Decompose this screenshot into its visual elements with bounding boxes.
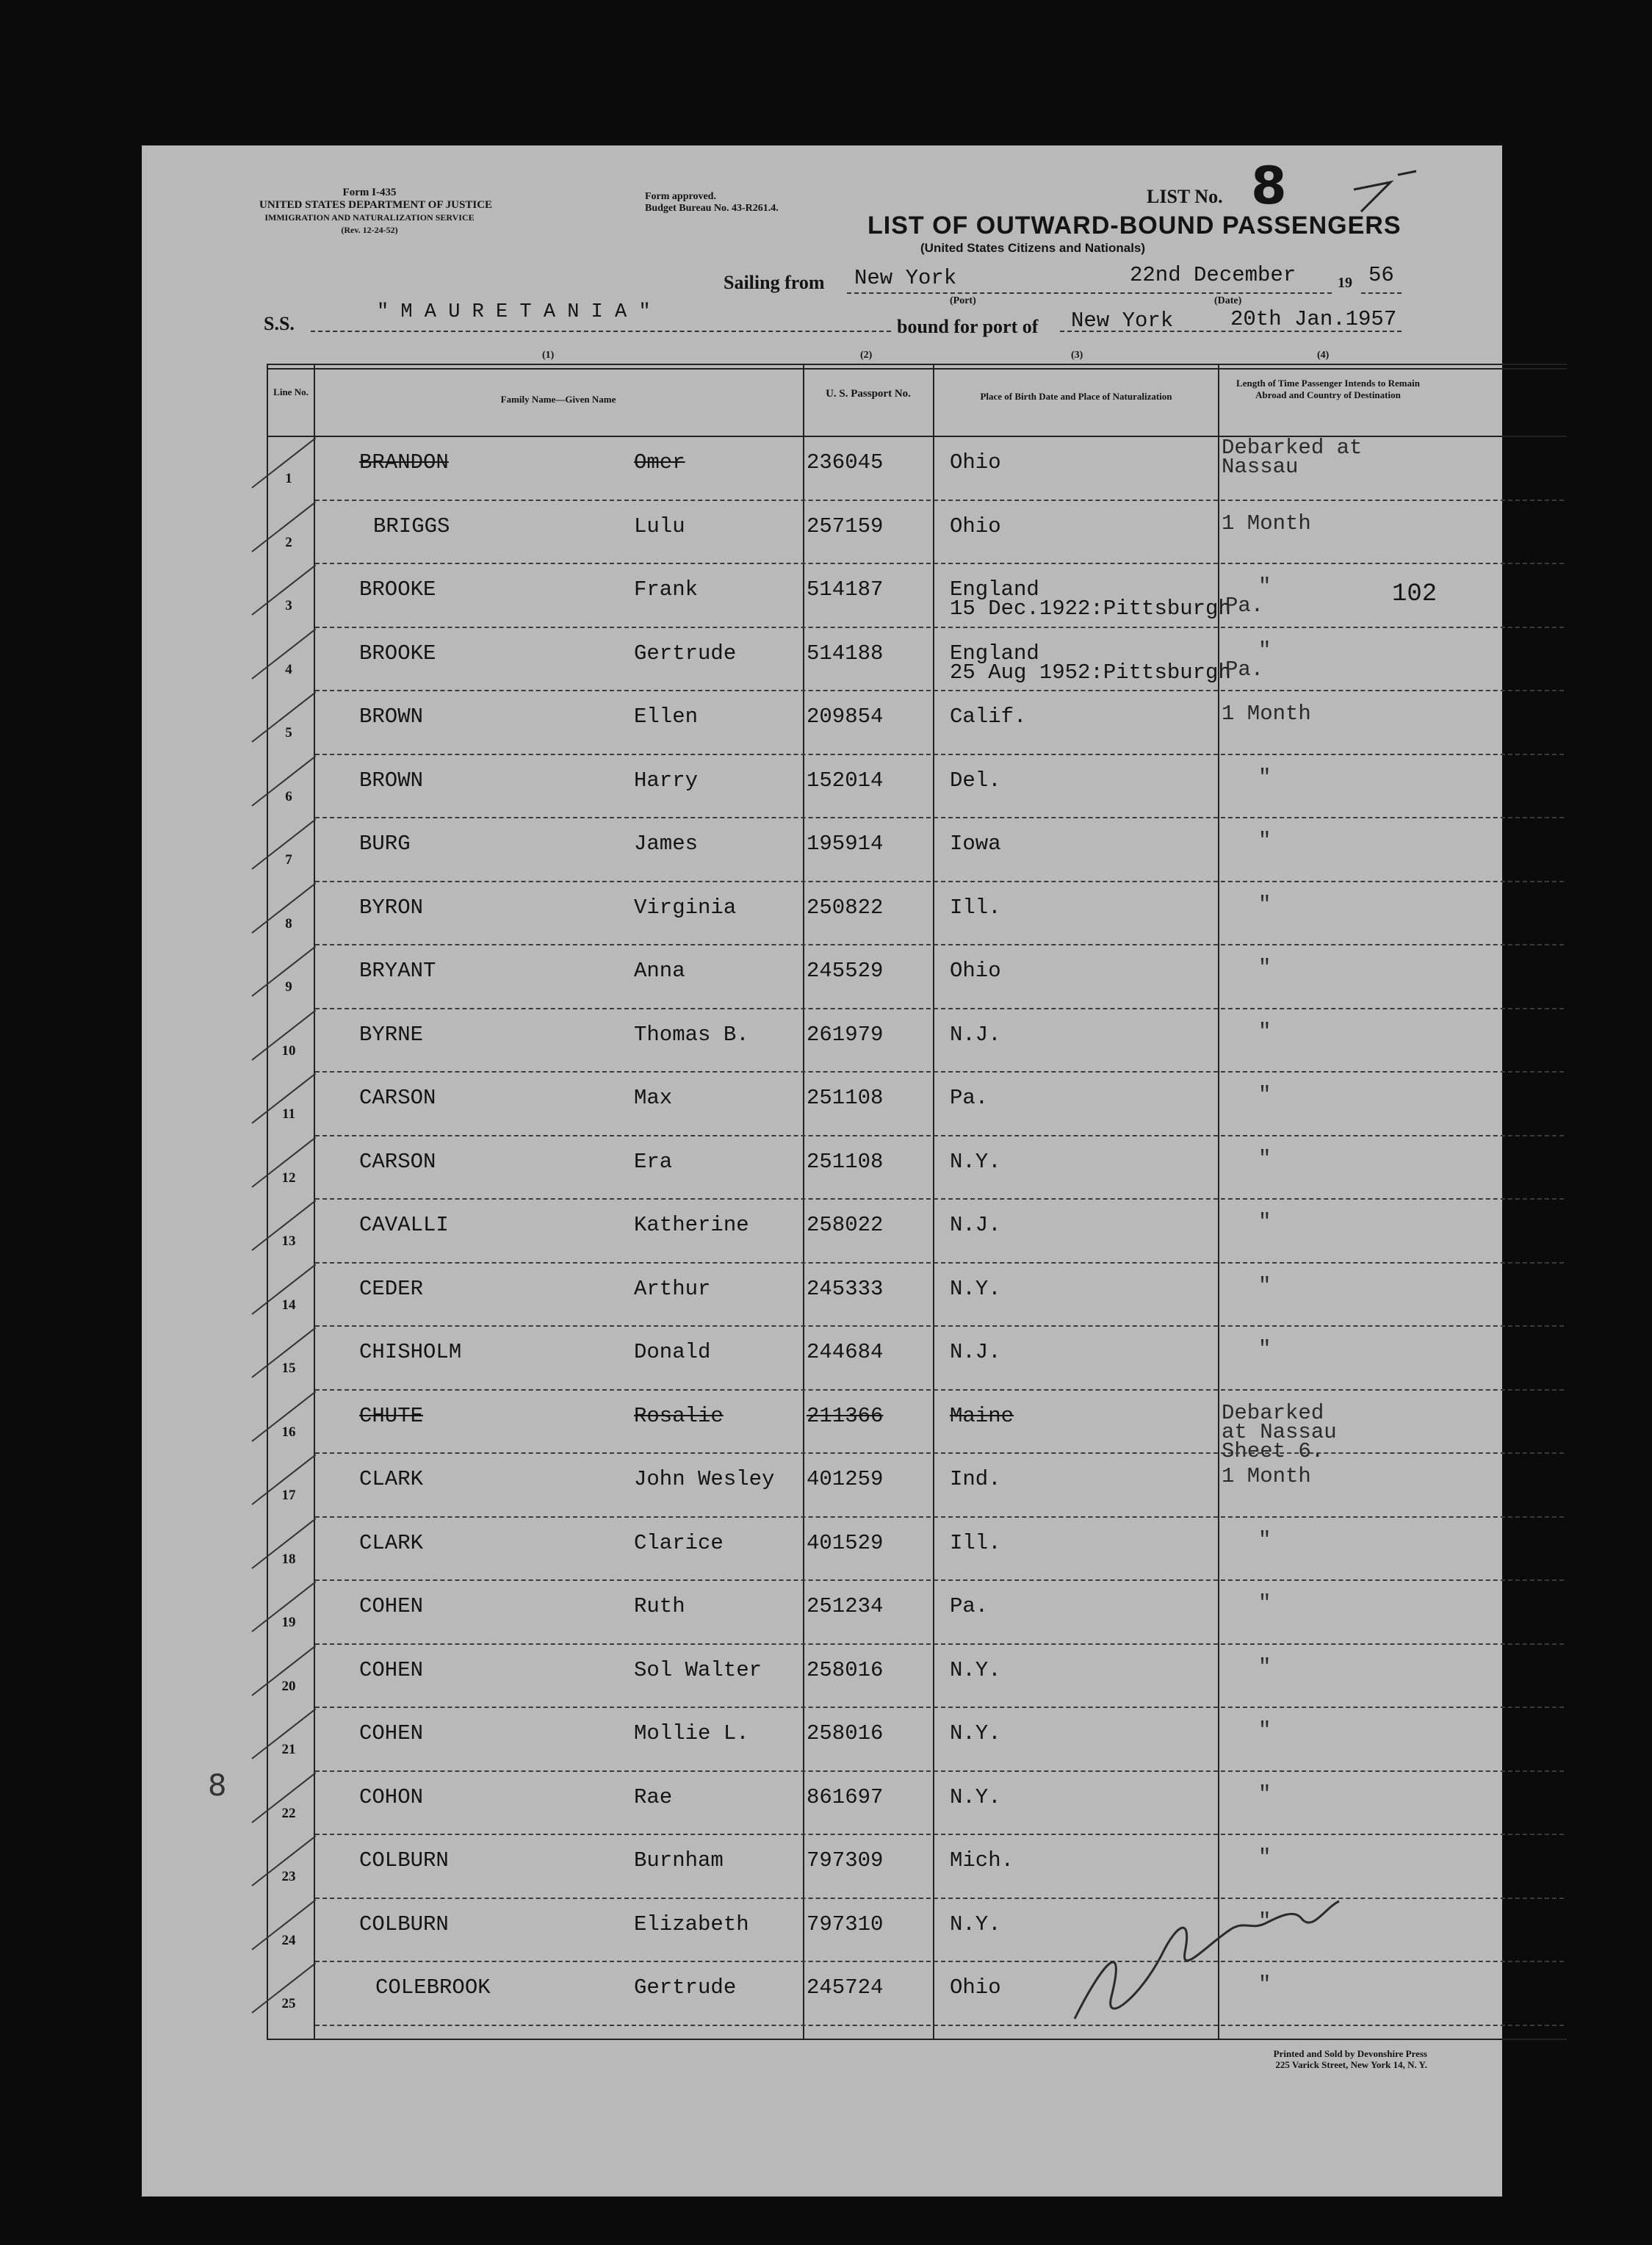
approval-block [645,191,779,215]
family-name: COHEN [359,1594,424,1618]
row-rule [315,1262,1564,1264]
ship-label: S.S. [264,313,295,334]
line-number: 17 [281,1488,296,1503]
given-name: Omer [634,450,685,475]
family-name: BROWN [359,705,424,729]
family-name: CHUTE [359,1403,424,1428]
given-name: Era [634,1149,673,1174]
row-rule [315,1579,1564,1581]
family-name: COHEN [359,1721,424,1745]
birth-place: Ill. [950,895,1001,920]
passport-number: 244684 [807,1340,884,1364]
given-name: Mollie L. [634,1721,749,1745]
year-prefix: 19 [1338,275,1352,291]
line-number: 5 [285,725,292,740]
family-name: CAVALLI [359,1213,449,1237]
passport-number: 245529 [807,959,884,983]
length-of-stay: " [1258,638,1272,663]
birth-place: Ohio [950,959,1001,983]
family-name: CHISHOLM [359,1340,462,1364]
length-of-stay-2: Pa. [1225,594,1264,618]
line-number: 11 [282,1106,295,1122]
given-name: Thomas B. [634,1022,749,1047]
length-of-stay: " [1258,1909,1272,1934]
length-of-stay: " [1258,1146,1272,1171]
passport-number: 514188 [807,641,884,666]
family-name: BRANDON [359,450,449,475]
line-number: 14 [281,1297,296,1313]
given-name: Elizabeth [634,1911,749,1936]
given-name: Burnham [634,1848,724,1873]
birth-place: N.Y. [950,1784,1001,1809]
length-of-stay: " [1258,829,1272,853]
given-name: Katherine [634,1213,749,1237]
sailing-underline [847,292,1332,294]
given-name: John Wesley [634,1467,775,1491]
length-of-stay: " [1258,1781,1272,1806]
sailing-date: 22nd December [1130,263,1296,287]
line-number: 13 [281,1233,296,1249]
name-col-rule [803,364,804,2040]
family-name: BROOKE [359,641,436,666]
given-name: Rosalie [634,1403,724,1428]
birth-place: N.J. [950,1340,1001,1364]
col-num-4: (4) [1317,350,1330,361]
port-caption: (Port) [950,295,976,306]
family-name: COLBURN [359,1848,449,1873]
row-rule [315,1516,1564,1518]
birth-place: Iowa [950,832,1001,856]
birth-place: Del. [950,768,1001,793]
passport-number: 236045 [807,450,884,475]
row-rule [315,2025,1564,2026]
line-number: 4 [285,661,292,677]
given-name: Ellen [634,705,699,729]
line-number: 20 [281,1678,296,1694]
sailing-port: New York [854,266,957,290]
passport-number: 245724 [807,1975,884,2000]
length-of-stay: " [1258,574,1272,599]
length-of-stay: " [1258,1591,1272,1615]
row-rule [315,627,1564,628]
passport-number: 258016 [807,1657,884,1682]
line-number: 12 [281,1170,296,1186]
length-of-stay: " [1258,1845,1272,1870]
row-rule [315,1452,1564,1454]
given-name: Clarice [634,1530,724,1555]
line-number: 10 [281,1042,296,1059]
length-of-stay: " [1258,1718,1272,1743]
birth-place: N.Y. [950,1276,1001,1301]
given-name: Frank [634,577,699,602]
passport-number: 251108 [807,1149,884,1174]
passport-number: 261979 [807,1022,884,1047]
birth-place: Ohio [950,1975,1001,2000]
passport-number: 258022 [807,1213,884,1237]
length-of-stay-2: Pa. [1225,657,1264,682]
passport-number: 209854 [807,705,884,729]
birth-place: N.Y. [950,1149,1001,1174]
birth-place: N.Y. [950,1911,1001,1936]
ship-name: " M A U R E T A N I A " [377,301,651,323]
year-suffix: 56 [1368,263,1394,287]
table-left-rule [267,364,268,2040]
given-name: Rae [634,1784,673,1809]
birth-place: Pa. [950,1086,989,1110]
length-of-stay: Debarked [1222,1400,1324,1425]
service: IMMIGRATION AND NATURALIZATION SERVICE [264,212,475,223]
family-name: BRYANT [359,959,436,983]
col-num-2: (2) [860,350,873,361]
passport-number: 401259 [807,1467,884,1491]
family-name: BURG [359,832,411,856]
row-rule [315,1770,1564,1772]
line-number: 7 [285,852,292,868]
length-of-stay: Debarked at [1222,436,1363,460]
col-num-3: (3) [1071,350,1083,361]
form-subtitle: (United States Citizens and Nationals) [920,241,1146,255]
line-number: 9 [285,979,292,995]
header-length: Length of Time Passenger Intends to Remain Abroad and Country of Destination [1236,378,1420,400]
row-rule [315,1389,1564,1391]
form-header-block [259,187,493,237]
passport-number: 251108 [807,1086,884,1110]
family-name: BROOKE [359,577,436,602]
line-number: 8 [285,915,292,931]
given-name: Max [634,1086,673,1110]
family-name: COHEN [359,1657,424,1682]
family-name: BYRNE [359,1022,424,1047]
table-header-rule [267,436,1567,437]
row-rule [315,690,1564,691]
row-rule [315,1707,1564,1708]
manifest-sheet [142,145,1502,2197]
table-top-rule-2 [267,368,1567,370]
birth-place: N.J. [950,1213,1001,1237]
row-rule [315,1643,1564,1645]
row-rule [315,500,1564,501]
header-line-no: Line No. [273,386,309,397]
bound-label: bound for port of [897,316,1039,337]
line-number: 15 [281,1361,296,1376]
birth-place: England [950,577,1039,602]
passport-number: 797309 [807,1848,884,1873]
passport-number: 797310 [807,1911,884,1936]
bound-underline [1060,331,1402,332]
birth-place: N.J. [950,1022,1001,1047]
length-of-stay: " [1258,1337,1272,1361]
family-name: COLEBROOK [375,1975,491,2000]
line-number: 3 [285,598,292,613]
passport-number: 211366 [807,1403,884,1428]
row-rule [315,1071,1564,1073]
passport-number: 250822 [807,895,884,920]
line-number: 22 [281,1805,296,1821]
naturalization: 25 Aug 1952:Pittsburgh [950,660,1231,685]
line-number: 23 [281,1869,296,1884]
given-name: Gertrude [634,641,737,666]
row-rule [315,1198,1564,1200]
form-approved: Form approved. [645,191,716,202]
birth-place: Maine [950,1403,1014,1428]
length-of-stay: " [1258,1527,1272,1552]
birth-place: England [950,641,1039,666]
birth-place: Ohio [950,513,1001,538]
length-of-stay: " [1258,892,1272,917]
printer-line-1: Printed and Sold by Devonshire Press [1273,2048,1427,2059]
line-number: 19 [281,1615,296,1630]
family-name: COLBURN [359,1911,449,1936]
passport-number: 514187 [807,577,884,602]
table-bottom-rule [267,2039,1567,2040]
length-of-stay: " [1258,1273,1272,1298]
birth-place: N.Y. [950,1657,1001,1682]
family-name: CARSON [359,1086,436,1110]
passport-number: 401529 [807,1530,884,1555]
header-name: Family Name—Given Name [500,394,616,405]
passport-number: 195914 [807,832,884,856]
birth-place: N.Y. [950,1721,1001,1745]
line-number: 16 [281,1424,296,1440]
line-number: 25 [281,1996,296,2011]
length-of-stay: 1 Month [1222,511,1311,536]
length-of-stay: " [1258,956,1272,980]
row-rule [315,1135,1564,1136]
birth-place: Mich. [950,1848,1014,1873]
department: UNITED STATES DEPARTMENT OF JUSTICE [259,199,493,211]
length-of-stay: 1 Month [1222,702,1311,726]
return-date: 20th Jan.1957 [1230,307,1397,331]
given-name: James [634,832,699,856]
birth-place: Pa. [950,1594,989,1618]
length-of-stay: " [1258,1083,1272,1107]
bound-port: New York [1071,309,1174,333]
revision: (Rev. 12-24-52) [341,225,398,235]
printer-credit [1170,2048,1427,2070]
col-num-1: (1) [542,350,555,361]
family-name: BROWN [359,768,424,793]
year-underline [1361,292,1402,294]
length-of-stay-3: Sheet 6. [1222,1438,1324,1463]
signature [1060,1850,1368,2037]
length-of-stay-2: Nassau [1222,455,1299,479]
row-rule [315,1961,1564,1962]
list-label: LIST No. [1147,186,1223,207]
family-name: BRIGGS [373,513,450,538]
line-number: 6 [285,788,292,804]
family-name: CEDER [359,1276,424,1301]
family-name: CLARK [359,1530,424,1555]
birth-place: Ohio [950,450,1001,475]
length-of-stay-2: at Nassau [1222,1419,1337,1444]
line-number: 18 [281,1551,296,1567]
given-name: Harry [634,768,699,793]
length-of-stay: " [1258,1654,1272,1679]
line-number: 24 [281,1932,296,1948]
row-rule [315,754,1564,755]
row-rule [315,1325,1564,1327]
length-of-stay: " [1258,1972,1272,1997]
given-name: Gertrude [634,1975,737,2000]
table-top-rule [267,364,1567,365]
length-of-stay: 1 Month [1222,1464,1311,1488]
length-of-stay: " [1258,1210,1272,1234]
birth-place: Ind. [950,1467,1001,1491]
ship-underline [311,331,891,332]
row-rule [315,563,1564,564]
given-name: Lulu [634,513,685,538]
length-of-stay: " [1258,1019,1272,1044]
passport-number: 257159 [807,513,884,538]
birth-place: Calif. [950,705,1027,729]
family-name: CLARK [359,1467,424,1491]
row-rule [315,944,1564,945]
form-number: Form I-435 [342,187,397,198]
header-passport: U. S. Passport No. [826,388,911,400]
passport-number: 251234 [807,1594,884,1618]
passport-number: 245333 [807,1276,884,1301]
line-number: 21 [281,1742,296,1757]
given-name: Ruth [634,1594,685,1618]
header-birth: Place of Birth Date and Place of Naturalization [980,391,1172,402]
birth-place: Ill. [950,1530,1001,1555]
list-number: 8 [1251,156,1287,216]
line-number: 1 [285,471,292,486]
passport-number: 152014 [807,768,884,793]
printer-line-2: 225 Varick Street, New York 14, N. Y. [1275,2059,1427,2070]
passport-number: 258016 [807,1721,884,1745]
given-name: Sol Walter [634,1657,762,1682]
budget-bureau: Budget Bureau No. 43-R261.4. [645,203,779,214]
sailing-label: Sailing from [724,272,825,293]
passport-number: 861697 [807,1784,884,1809]
date-caption: (Date) [1214,295,1242,306]
given-name: Donald [634,1340,711,1364]
family-name: COHON [359,1784,424,1809]
row-rule [315,881,1564,882]
passport-col-rule [933,364,934,2040]
family-name: CARSON [359,1149,436,1174]
naturalization: 15 Dec.1922:Pittsburgh [950,597,1231,621]
row-rule [315,1008,1564,1009]
given-name: Arthur [634,1276,711,1301]
given-name: Virginia [634,895,737,920]
row-rule [315,1834,1564,1835]
margin-note: 102 [1392,580,1438,608]
left-margin-note: 8 [208,1769,227,1803]
row-rule [315,1898,1564,1899]
row-rule [315,817,1564,818]
line-number: 2 [285,534,292,550]
length-of-stay: " [1258,765,1272,790]
form-title: LIST OF OUTWARD-BOUND PASSENGERS [868,212,1402,239]
given-name: Anna [634,959,685,983]
family-name: BYRON [359,895,424,920]
